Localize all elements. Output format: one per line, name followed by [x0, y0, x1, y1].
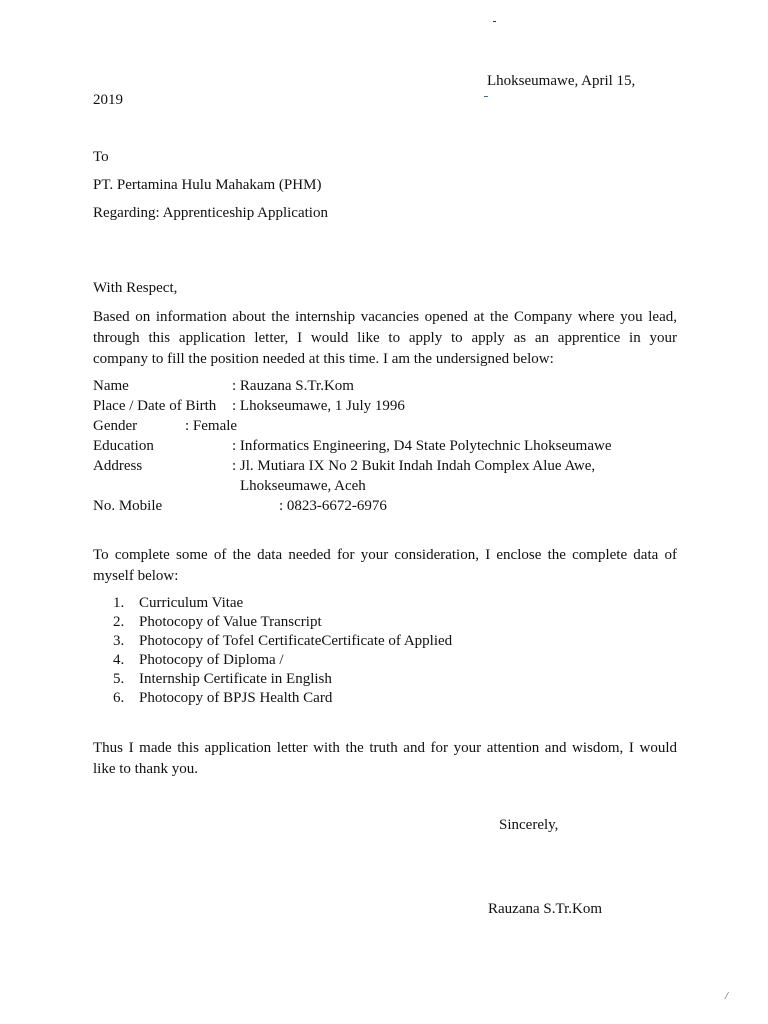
list-text: Photocopy of BPJS Health Card [139, 690, 333, 706]
list-text: Photocopy of Tofel CertificateCertificate of Applied [139, 633, 453, 649]
list-number: 5. [113, 671, 125, 687]
sincerely: Sincerely, [499, 817, 559, 833]
salutation: With Respect, [93, 280, 178, 296]
signature-name: Rauzana S.Tr.Kom [488, 901, 603, 917]
enclosure-intro-line-1: To complete some of the data needed for your consideration, I enclose the complete data of [93, 547, 677, 563]
date-line-1: Lhokseumawe, April 15, [487, 73, 636, 89]
page-mark: / [725, 990, 729, 1002]
field-label: No. Mobile [93, 498, 163, 514]
intro-line-1: Based on information about the internship vacancies opened at the Company where you lead, [93, 309, 677, 325]
date-line-2: 2019 [93, 92, 123, 108]
regarding: Regarding: Apprenticeship Application [93, 205, 328, 221]
date-dash-mark [484, 96, 488, 97]
enclosure-intro-line-2: myself below: [93, 568, 179, 584]
field-value: : Lhokseumawe, 1 July 1996 [232, 398, 405, 414]
field-value: : Rauzana S.Tr.Kom [232, 378, 354, 394]
list-text: Photocopy of Value Transcript [139, 614, 322, 630]
to-label: To [93, 149, 109, 165]
field-label: Education [93, 438, 154, 454]
list-text: Curriculum Vitae [139, 595, 244, 611]
field-label: Gender [93, 418, 138, 434]
list-number: 1. [113, 595, 125, 611]
field-label: Name [93, 378, 129, 394]
list-text: Internship Certificate in English [139, 671, 332, 687]
closing-line-2: like to thank you. [93, 761, 198, 777]
field-value: Lhokseumawe, Aceh [240, 478, 366, 494]
intro-line-3: company to fill the position needed at this time. I am the undersigned below: [93, 351, 554, 367]
top-dash-mark [493, 21, 496, 22]
recipient: PT. Pertamina Hulu Mahakam (PHM) [93, 177, 322, 193]
field-value: : Jl. Mutiara IX No 2 Bukit Indah Indah Complex Alue Awe, [232, 458, 596, 474]
list-text: Photocopy of Diploma / [139, 652, 284, 668]
field-value: : Informatics Engineering, D4 State Polytechnic Lhokseumawe [232, 438, 612, 454]
closing-line-1: Thus I made this application letter with the truth and for your attention and wisdom, I would [93, 740, 677, 756]
field-value: : 0823-6672-6976 [279, 498, 387, 514]
intro-line-2: through this application letter, I would like to apply to apply as an apprentice in your [93, 330, 677, 346]
list-number: 4. [113, 652, 125, 668]
field-value: : Female [185, 418, 238, 434]
field-label: Place / Date of Birth [93, 398, 217, 414]
field-label: Address [93, 458, 143, 474]
list-number: 3. [113, 633, 125, 649]
list-number: 2. [113, 614, 125, 630]
list-number: 6. [113, 690, 125, 706]
